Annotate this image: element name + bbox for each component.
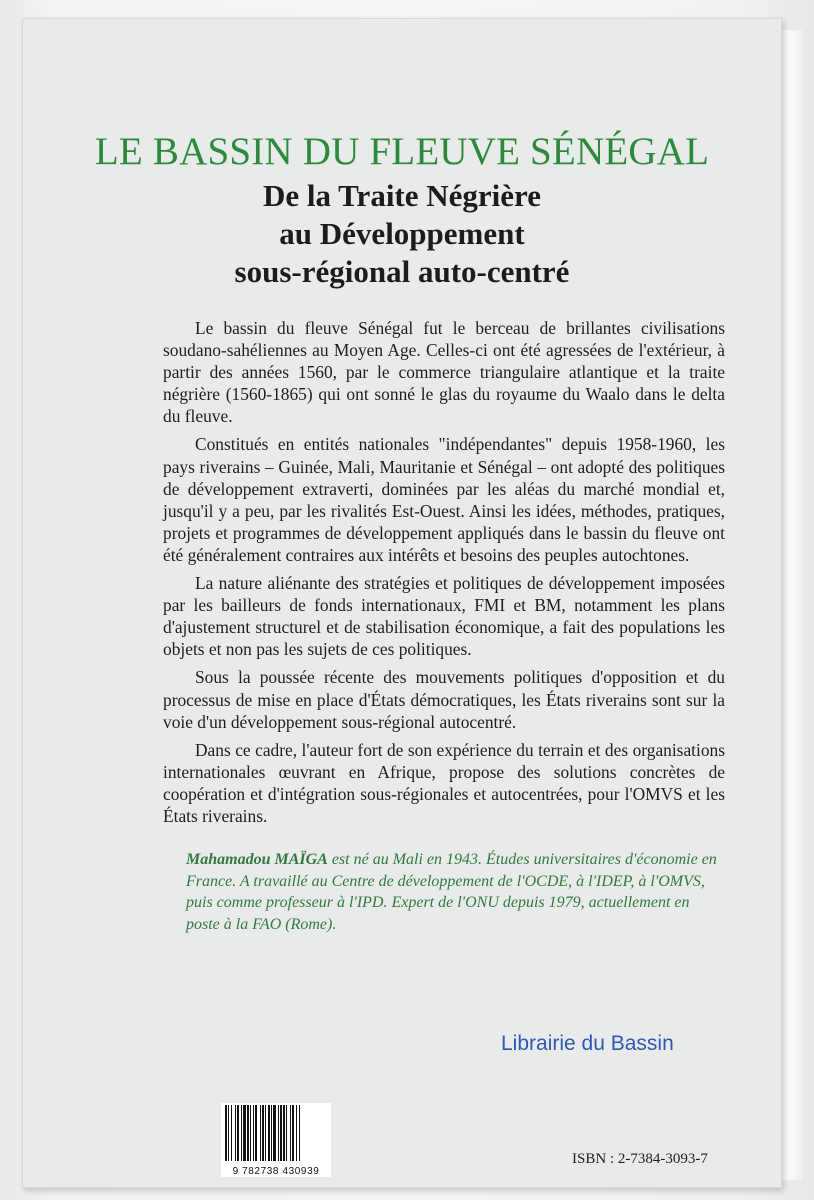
isbn: ISBN : 2-7384-3093-7 [572, 1151, 708, 1167]
book-title: LE BASSIN DU FLEUVE SÉNÉGAL [94, 130, 710, 173]
subtitle-line-3: sous-régional auto-centré [234, 254, 570, 289]
blurb-paragraph-2: Constitués en entités nationales "indépendantes" depuis 1958-1960, les pays riverains – Guinée, Mali, Mauritanie et Sénégal – ont adopté des politiques de développement extraverti, dominées par les aléas du marché mondial et, jusqu'il y a peu, par les rivalités Est-Ouest. Ainsi les idées, méthodes, pratiques, projets et programmes de développement appliqués dans le bassin du fleuve ont été généralement contraires aux intérêts et besoins des peuples autochtones. [163, 434, 725, 565]
blurb-paragraph-1: Le bassin du fleuve Sénégal fut le berceau de brillantes civilisations soudano-sahéliennes au Moyen Age. Celles-ci ont été agressées de l'extérieur, à partir des années 1560, par le commerce triangulaire atlantique et la traite négrière (1560-1865) qui ont sonné le glas du royaume du Waalo dans le delta du fleuve. [163, 318, 725, 427]
book-back-cover [22, 18, 782, 1188]
subtitle-line-1: De la Traite Négrière [262, 178, 542, 213]
bookseller-stamp: Librairie du Bassin [501, 1032, 674, 1055]
author-bio [186, 849, 726, 935]
barcode-number: 9 782738 430939 [232, 1166, 320, 1177]
blurb [163, 317, 725, 833]
subtitle-line-2: au Développement [279, 216, 525, 251]
barcode [221, 1103, 331, 1177]
author-name: Mahamadou MAÏGA [186, 851, 328, 868]
blurb-paragraph-4: Sous la poussée récente des mouvements politiques d'opposition et du processus de mise en place d'États démocratiques, les États riverains sont sur la voie d'un développement sous-régional autocentré. [163, 667, 725, 732]
barcode-bars [221, 1103, 331, 1163]
blurb-paragraph-5: Dans ce cadre, l'auteur fort de son expérience du terrain et des organisations internationales œuvrant en Afrique, propose des solutions concrètes de coopération et d'intégration sous-régionales et autocentrées, pour l'OMVS et les États riverains. [163, 739, 725, 826]
blurb-paragraph-3: La nature aliénante des stratégies et politiques de développement imposées par les bailleurs de fonds internationaux, FMI et BM, notamment les plans d'ajustement structurel et de stabilisation économique, a fait des populations les objets et non pas les sujets de ces politiques. [163, 573, 725, 660]
book-page-edges [780, 30, 803, 1180]
book-subtitle [23, 177, 781, 291]
author-bio-text: est né au Mali en 1943. Études universitaires d'économie en France. A travaillé au Centre de développement de l'OCDE, à l'IDEP, à l'OMVS, puis comme professeur à l'IPD. Expert de l'ONU depuis 1979, actuellement en poste à la FAO (Rome). [186, 851, 717, 933]
